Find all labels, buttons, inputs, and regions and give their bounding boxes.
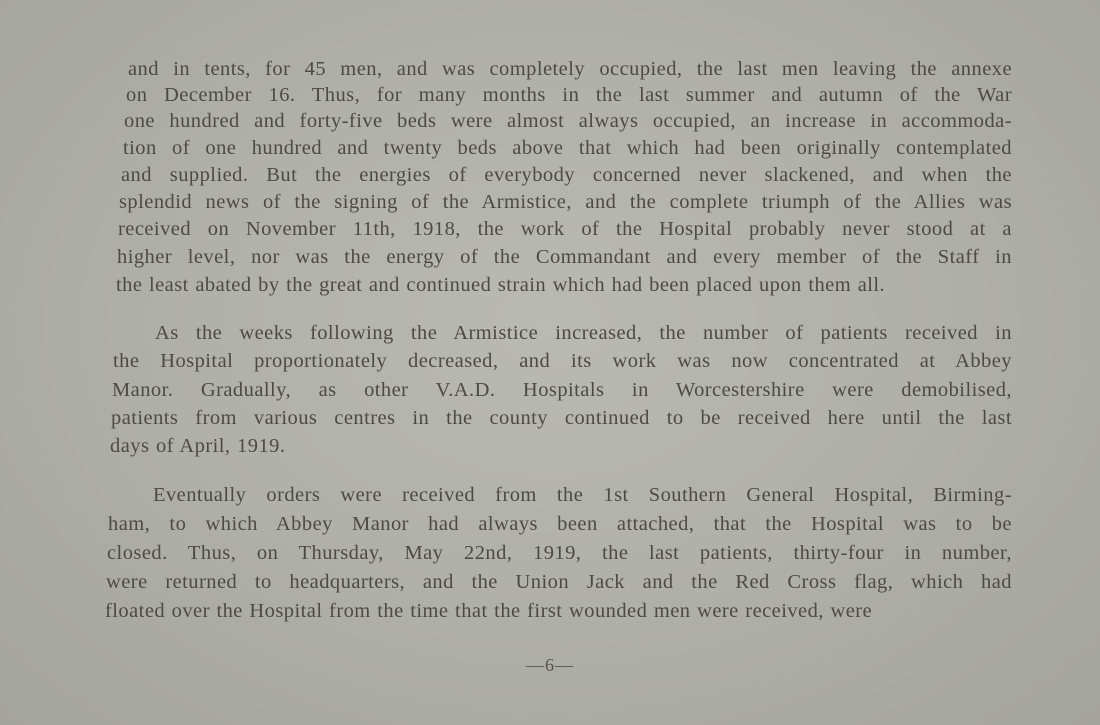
text-line: floated over the Hospital from the time that the first wounded men were received, were (105, 600, 873, 622)
text-line: higher level, nor was the energy of the Commandant and every member of the Staff in (117, 246, 1012, 268)
text-line: splendid news of the signing of the Armistice, and the complete triumph of the Allies was (119, 191, 1012, 213)
text-line: were returned to headquarters, and the Union Jack and the Red Cross flag, which had (106, 571, 1012, 593)
text-line: As the weeks following the Armistice increased, the number of patients received in (155, 322, 1012, 344)
text-line: received on November 11th, 1918, the work of the Hospital probably never stood at a (118, 218, 1012, 240)
text-line: tion of one hundred and twenty beds above that which had been originally contemplated (123, 137, 1012, 159)
text-line: on December 16. Thus, for many months in the last summer and autumn of the War (126, 84, 1012, 106)
text-line: and supplied. But the energies of everybody concerned never slackened, and when the (121, 164, 1012, 186)
text-line: the least abated by the great and continued strain which had been placed upon them all. (116, 274, 886, 296)
text-line: closed. Thus, on Thursday, May 22nd, 1919, the last patients, thirty-four in number, (107, 542, 1012, 564)
text-line: the Hospital proportionately decreased, and its work was now concentrated at Abbey (113, 350, 1012, 372)
text-line: and in tents, for 45 men, and was completely occupied, the last men leaving the annexe (128, 58, 1012, 80)
page-number: —6— (526, 655, 574, 675)
text-line: ham, to which Abbey Manor had always been attached, that the Hospital was to be (108, 513, 1012, 535)
text-line: Manor. Gradually, as other V.A.D. Hospitals in Worcestershire were demobilised, (112, 379, 1012, 401)
text-line: one hundred and forty-five beds were almost always occupied, an increase in accommoda- (124, 110, 1012, 132)
text-line: Eventually orders were received from the 1st Southern General Hospital, Birming- (153, 484, 1012, 506)
text-line: days of April, 1919. (110, 435, 286, 457)
text-line: patients from various centres in the county continued to be received here until the last (111, 407, 1012, 429)
